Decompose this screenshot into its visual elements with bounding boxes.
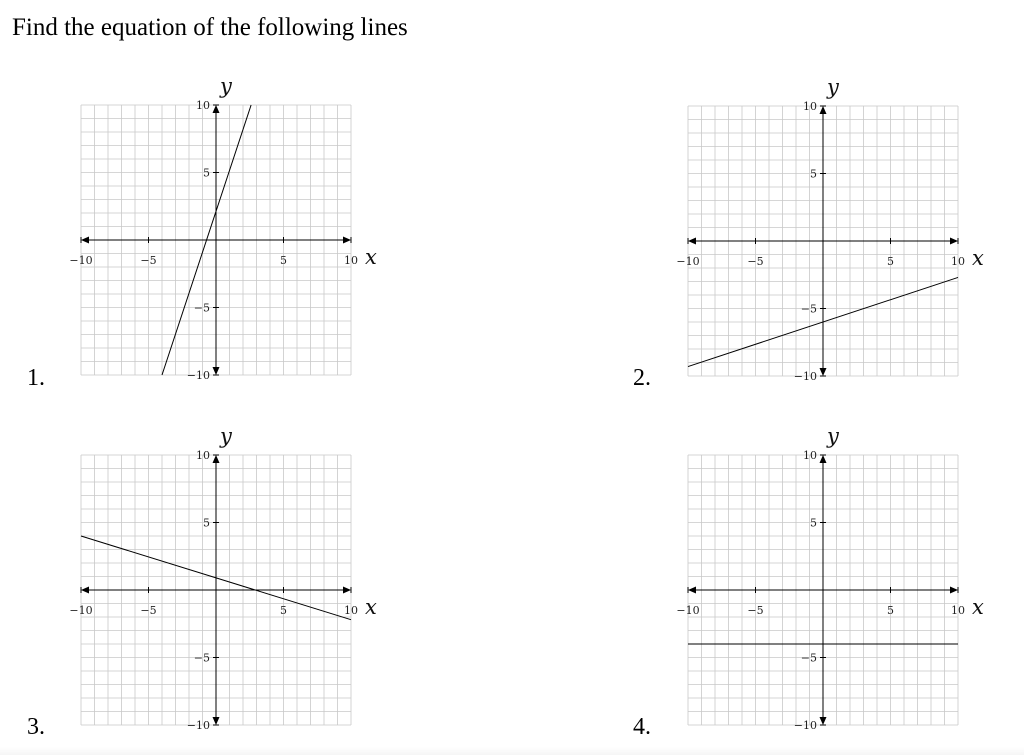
y-tick-label: 5 (203, 516, 210, 530)
x-axis-label: x (365, 245, 377, 269)
coordinate-plane-4 (676, 424, 1018, 755)
y-tick-label: −5 (800, 651, 817, 665)
y-axis-arrow-up (213, 455, 220, 463)
y-tick-label: −10 (793, 719, 817, 732)
x-axis-arrow-left (81, 237, 89, 244)
y-axis-arrow-down (820, 717, 827, 725)
x-tick-label: 10 (951, 255, 965, 268)
x-tick-label: −10 (676, 255, 700, 268)
y-axis-arrow-up (820, 106, 827, 114)
x-tick-label: −5 (140, 254, 157, 267)
page-title: Find the equation of the following lines (12, 14, 408, 41)
y-axis-arrow-down (820, 368, 827, 376)
x-axis-arrow-right (950, 587, 958, 594)
plot-area (676, 424, 984, 732)
x-axis-arrow-right (343, 237, 351, 244)
x-axis-arrow-left (81, 587, 89, 594)
problem-number-1: 1. (27, 365, 45, 391)
x-axis-label: x (365, 595, 377, 619)
y-tick-label: 5 (203, 166, 210, 180)
x-tick-label: −5 (747, 604, 764, 617)
y-axis-arrow-down (213, 367, 220, 375)
y-axis-arrow-down (213, 717, 220, 725)
y-axis-arrow-up (213, 105, 220, 113)
x-tick-label: 10 (344, 604, 358, 617)
y-tick-label: −5 (193, 651, 210, 665)
x-tick-label: 5 (887, 604, 894, 617)
x-tick-label: −10 (69, 254, 93, 267)
coordinate-plane-3 (69, 424, 481, 755)
y-axis-label: y (220, 424, 232, 448)
x-axis-arrow-left (688, 238, 696, 245)
x-axis-label: x (972, 595, 984, 619)
y-tick-label: −10 (793, 370, 817, 383)
coordinate-plane-1 (69, 74, 481, 395)
y-tick-label: −10 (186, 369, 210, 382)
y-tick-label: 5 (810, 516, 817, 530)
y-axis-arrow-up (820, 455, 827, 463)
x-axis-label: x (972, 246, 984, 270)
plot-area (676, 75, 984, 383)
y-tick-label: 10 (196, 99, 210, 112)
y-tick-label: 5 (810, 167, 817, 181)
y-tick-label: 10 (196, 449, 210, 462)
x-tick-label: 10 (344, 254, 358, 267)
x-tick-label: 5 (280, 604, 287, 617)
problem-number-4: 4. (633, 714, 651, 740)
x-tick-label: 5 (887, 255, 894, 268)
x-tick-label: −10 (69, 604, 93, 617)
y-tick-label: 10 (803, 100, 817, 113)
y-tick-label: 10 (803, 449, 817, 462)
y-axis-label: y (220, 74, 232, 98)
x-tick-label: 10 (951, 604, 965, 617)
y-axis-label: y (827, 424, 839, 448)
x-tick-label: −10 (676, 604, 700, 617)
y-tick-label: −5 (800, 302, 817, 316)
x-axis-arrow-right (950, 238, 958, 245)
problem-number-3: 3. (27, 714, 45, 740)
x-axis-arrow-left (688, 587, 696, 594)
y-axis-label: y (827, 75, 839, 99)
x-tick-label: −5 (747, 255, 764, 268)
page-bottom-shade (0, 747, 1024, 755)
x-tick-label: −5 (140, 604, 157, 617)
coordinate-plane-2 (676, 75, 1018, 396)
x-axis-arrow-right (343, 587, 351, 594)
y-tick-label: −10 (186, 719, 210, 732)
plot-area (69, 74, 377, 382)
x-tick-label: 5 (280, 254, 287, 267)
plot-area (69, 424, 377, 732)
y-tick-label: −5 (193, 301, 210, 315)
problem-number-2: 2. (633, 365, 651, 391)
